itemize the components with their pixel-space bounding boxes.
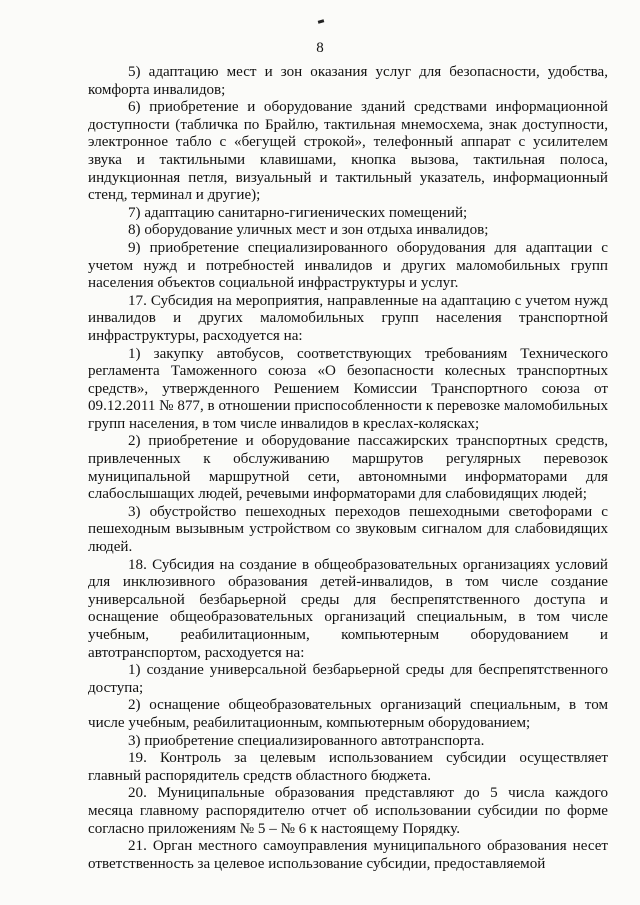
paragraph: 2) приобретение и оборудование пассажирских транспортных средств, привлеченных к обслуживанию маршрутов регулярных перевозок муниципальной маршрутной сети, автономными информаторами для слабослышащих людей, речевыми информаторами для слабовидящих людей; (88, 433, 608, 503)
paragraph: 9) приобретение специализированного оборудования для адаптации с учетом нужд и потребностей инвалидов и других маломобильных групп населения объектов социальной инфраструктуры и услуг. (88, 239, 608, 292)
paragraph: 17. Субсидия на мероприятия, направленные на адаптацию с учетом нужд инвалидов и других маломобильных групп населения транспортной инфраструктуры, расходуется на: (88, 292, 608, 344)
paragraph: 2) оснащение общеобразовательных организаций специальным, в том числе учебным, реабилитационным, компьютерным оборудованием; (88, 697, 608, 731)
document-body (88, 64, 608, 873)
paragraph: 8) оборудование уличных мест и зон отдыха инвалидов; (128, 222, 489, 239)
paragraph: 1) закупку автобусов, соответствующих требованиям Технического регламента Таможенного союза «О безопасности колесных транспортных средств», утвержденного Решением Комиссии Транспортного союза от 09.12.2011 № 877, в отношении приспособленности к перевозке маломобильных групп населения, в том числе инвалидов в креслах-колясках; (88, 345, 608, 432)
paragraph: 5) адаптацию мест и зон оказания услуг для безопасности, удобства, комфорта инвалидов; (88, 64, 608, 98)
paragraph: 3) обустройство пешеходных переходов пешеходными светофорами с пешеходным вызывным устройством со звуковым сигналом для слабовидящих людей. (88, 503, 608, 556)
paragraph: 21. Орган местного самоуправления муниципального образования несет ответственность за целевое использование субсидии, предоставляемой (88, 838, 608, 872)
paragraph: 19. Контроль за целевым использованием субсидии осуществляет главный распорядитель средств областного бюджета. (88, 750, 608, 784)
paragraph: 3) приобретение специализированного автотранспорта. (128, 732, 485, 749)
paragraph: 7) адаптацию санитарно-гигиенических помещений; (128, 204, 468, 221)
paragraph: 20. Муниципальные образования представляют до 5 числа каждого месяца главному распорядителю отчет об использовании субсидии по форме согласно приложениям № 5 – № 6 к настоящему Порядку. (88, 785, 608, 837)
scan-artifact-mark (318, 19, 325, 23)
paragraph: 1) создание универсальной безбарьерной среды для беспрепятственного доступа; (88, 662, 608, 696)
paragraph: 18. Субсидия на создание в общеобразовательных организациях условий для инклюзивного образования детей-инвалидов, в том числе создание универсальной безбарьерной среды для беспрепятственного доступа и оснащение общеобразовательных организаций специальным, в том числе учебным, реабилитационным, компьютерным оборудованием и автотранспортом, расходуется на: (88, 556, 608, 661)
paragraph: 6) приобретение и оборудование зданий средствами информационной доступности (табличка по Брайлю, тактильная мнемосхема, знак доступности, электронное табло с «бегущей строкой», телефонный аппарат с усилителем звука и тактильными клавишами, кнопка вызова, тактильная полоса, индукционная петля, визуальный и тактильный указатель, информационный стенд, терминал и другие); (88, 99, 608, 204)
page-number: 8 (316, 40, 324, 56)
